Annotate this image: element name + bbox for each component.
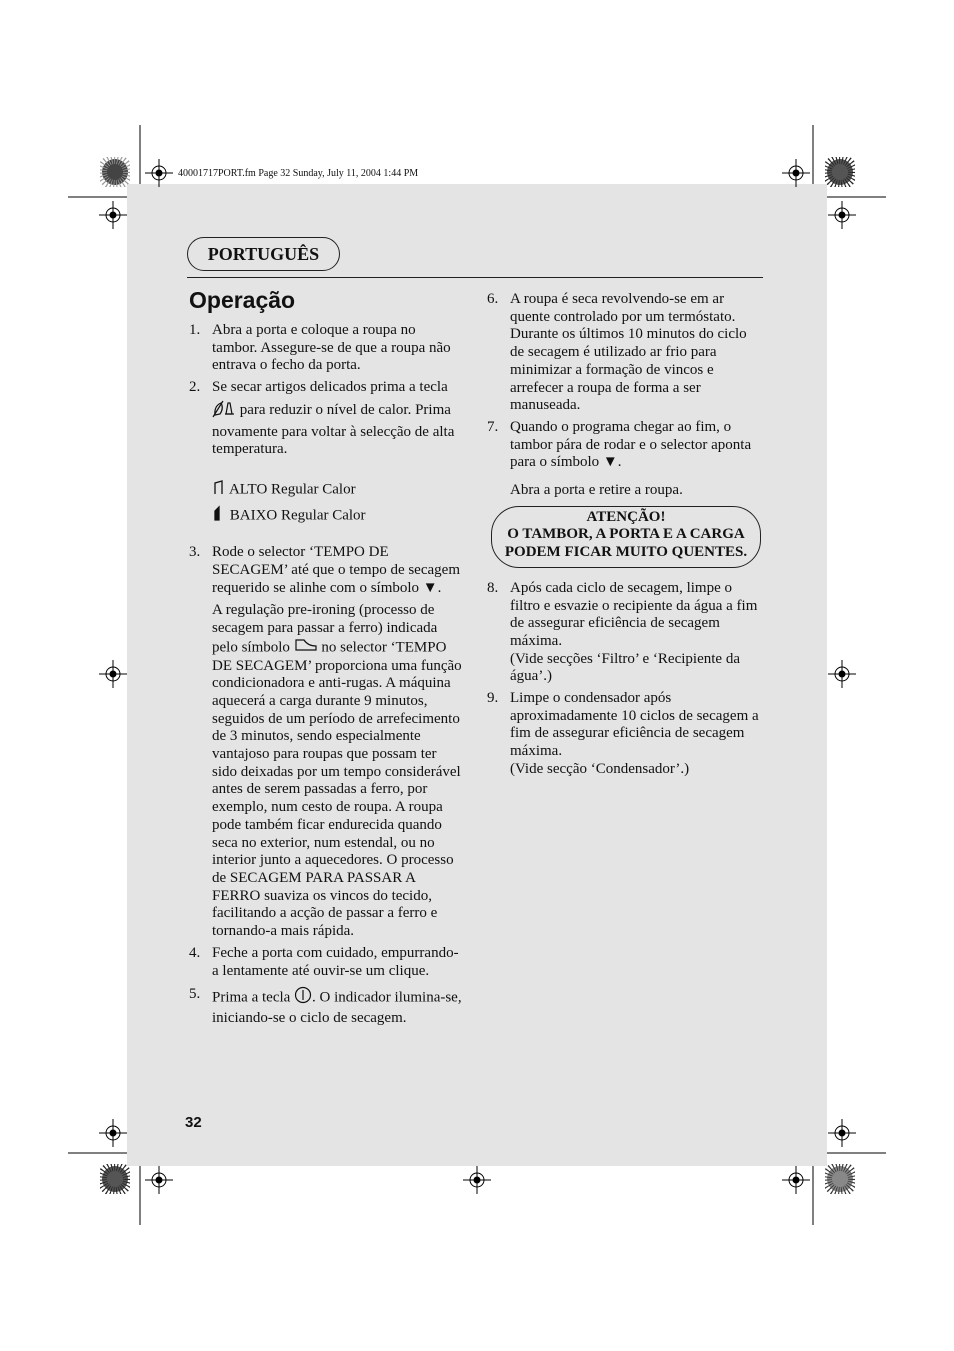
attention-box [491,506,761,568]
low-heat-icon [212,505,226,527]
list-item [487,690,764,779]
item-text: Prima a tecla [212,989,295,1006]
registration-mark-icon [463,1166,491,1194]
item-number: 2. [189,379,201,396]
registration-mark-icon [99,201,127,229]
item-number: 9. [487,690,499,707]
language-label [187,237,340,271]
item-text: Rode o selector ‘TEMPO DE SECAGEM’ até que o tempo de secagem requerido se alinhe com o símbolo [212,544,460,596]
color-target-icon [825,157,855,187]
file-info: 40001717PORT.fm Page 32 Sunday, July 11, 2004 1:44 PM [178,168,419,179]
item-number: 4. [189,944,201,961]
item-paragraph: Abra a porta e retire a roupa. [510,482,683,499]
item-text-end: . [617,454,622,471]
registration-mark-icon [99,1119,127,1147]
item-text: Quando o programa chegar ao fim, o tambor pára de rodar e o selector aponta para o símbolo [510,418,752,471]
item-text: Após cada ciclo de secagem, limpe o filtro e esvazie o recipiente da água a fim de assegurar eficiência de secagem máxima. [510,579,758,649]
item-number: 6. [487,291,499,307]
item-text: Feche a porta com cuidado, empurrando-a lentamente até ouvir-se um clique. [212,944,459,979]
list-item [189,544,464,940]
attention-text: O TAMBOR, A PORTA E A CARGA PODEM FICAR MUITO QUENTES. [504,526,748,561]
right-column [487,291,764,783]
start-button-icon [294,986,312,1010]
color-target-icon [825,1164,855,1194]
page-number: 32 [185,1114,202,1131]
delicate-heat-icon [212,400,236,424]
triangle-icon: ▼ [602,454,618,471]
section-title: Operação [189,287,296,313]
registration-mark-icon [828,201,856,229]
list-item [487,291,764,415]
item-text: Abra a porta e coloque a roupa no tambor. Assegure-se de que a roupa não entrava o fecho da porta. [212,322,451,374]
heat-low-label: BAIXO Regular Calor [229,506,366,523]
registration-mark-icon [145,1166,173,1194]
registration-mark-icon [145,159,173,187]
registration-mark-icon [828,1119,856,1147]
item-paragraph-continued: no selector ‘TEMPO DE SECAGEM’ proporciona uma função condicionadora e anti-rugas. A máquina aquecerá a carga durante 9 minutos, seguidos de um período de arrefecimento de 3 minutos, sendo especialmente vantajoso para roupas que possam ter sido deixadas por um tempo considerável antes de serem passadas a ferro, por exemplo, num cesto de roupa. A roupa pode também ficar endurecida quando seca no exterior, num estendal, ou no interior junto a aquecedores. O processo de SECAGEM PARA PASSAR A FERRO suaviza os vincos do tecido, facilitando a acção de passar a ferro e tornando-a mais rápida. [212,639,462,940]
item-text-continued: para reduzir o nível de calor. Prima novamente para voltar à selecção de alta temperatura. [212,401,455,458]
heat-high-label: ALTO Regular Calor [228,481,356,498]
header-rule [187,277,763,278]
iron-icon [294,638,318,658]
registration-mark-icon [782,159,810,187]
item-number: 7. [487,418,499,435]
item-number: 3. [189,544,201,561]
left-column [189,322,464,1032]
list-item [189,986,464,1027]
color-target-icon [100,157,130,187]
registration-mark-icon [828,660,856,688]
registration-mark-icon [99,660,127,688]
item-text: Se secar artigos delicados prima a tecla [212,379,448,396]
color-target-icon [100,1164,130,1194]
list-item [189,945,464,980]
item-text-continued: . O indicador ilumina-se, iniciando-se o ciclo de secagem. [212,989,462,1026]
item-reference: (Vide secção ‘Condensador’.) [510,760,690,777]
list-item [487,580,764,686]
item-paragraph: A regulação pre-ironing (processo de secagem para passar a ferro) indicada pelo símbolo [212,602,438,656]
item-text: Limpe o condensador após aproximadamente 10 ciclos de secagem a fim de assegurar eficiência de secagem máxima. [510,690,759,760]
registration-mark-icon [782,1166,810,1194]
item-number: 5. [189,986,201,1003]
item-reference: (Vide secções ‘Filtro’ e ‘Recipiente da água’.) [510,650,740,685]
list-item [189,379,464,540]
item-text-end: . [437,579,442,596]
list-item [189,322,464,375]
list-item [487,419,764,500]
triangle-icon: ▼ [422,579,438,596]
item-number: 8. [487,579,499,596]
item-number: 1. [189,322,201,338]
attention-heading: ATENÇÃO! [586,508,666,525]
high-heat-icon [212,479,226,501]
language-text: PORTUGUÊS [207,243,320,264]
item-text: A roupa é seca revolvendo-se em ar quente controlado por um termóstato. Durante os últimos 10 minutos do ciclo de secagem é utilizado ar frio para minimizar a formação de vincos e arrefecer a roupa de forma a ser manuseada. [510,291,747,414]
